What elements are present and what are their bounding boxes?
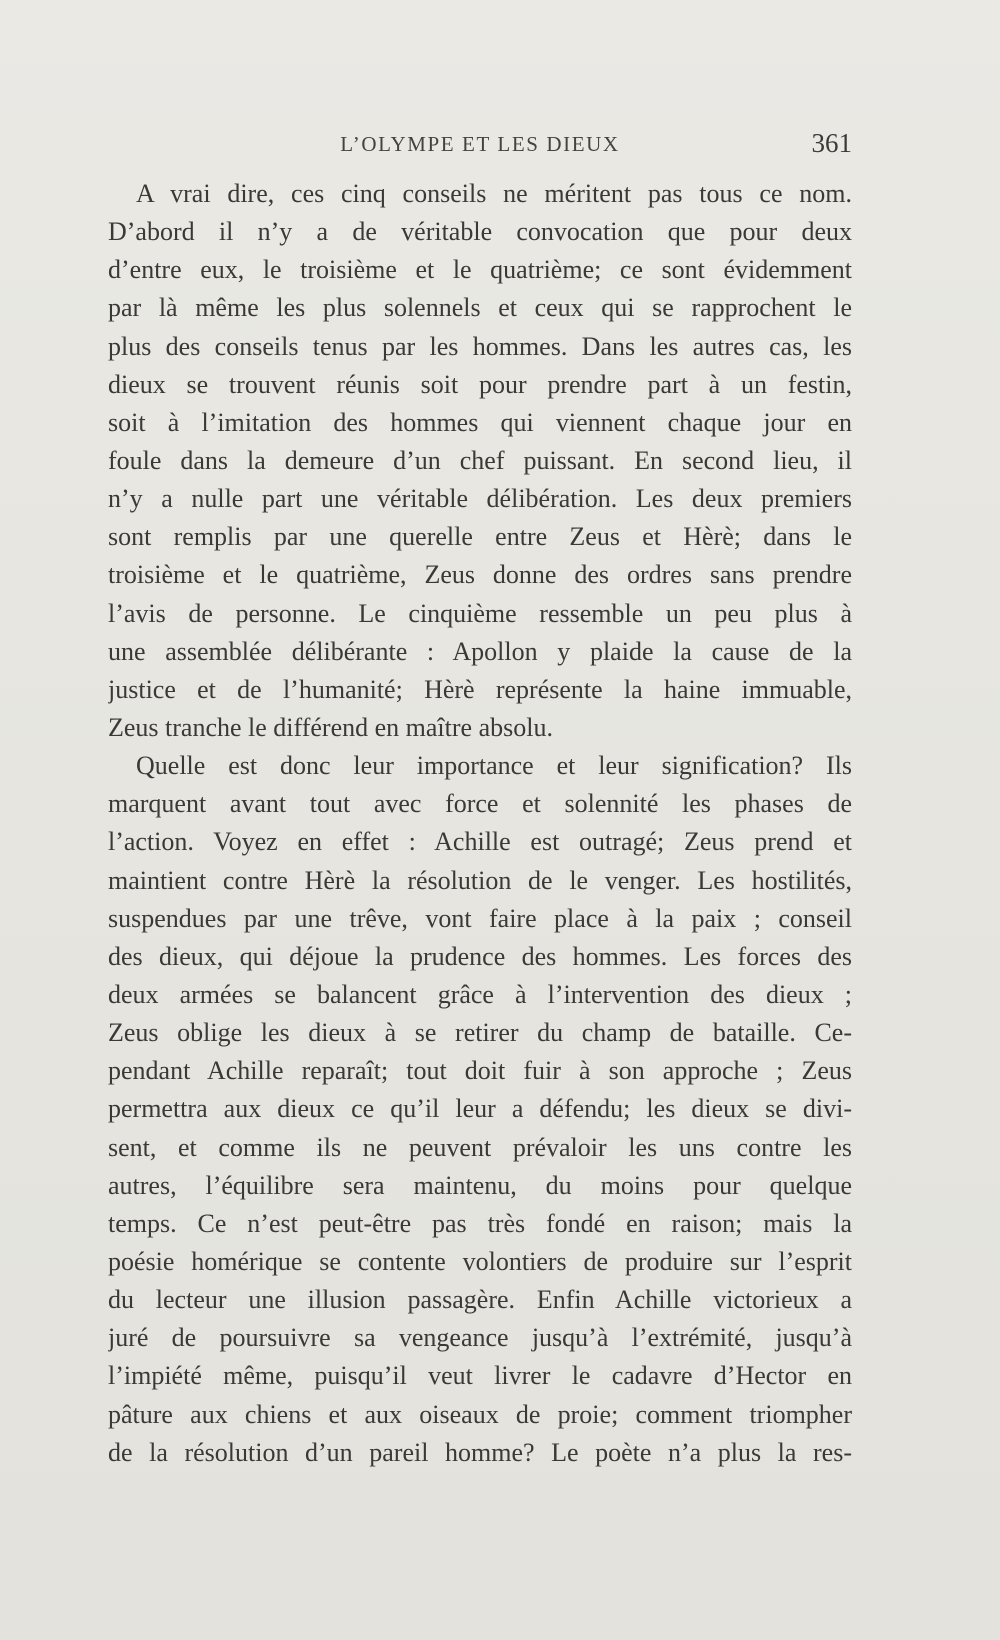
running-title: L’OLYMPE ET LES DIEUX (340, 132, 620, 156)
text-line: sent, et comme ils ne peuvent prévaloir les uns contre les (108, 1132, 852, 1162)
text-line: D’abord il n’y a de véritable convocation que pour deux (108, 217, 852, 247)
text-line: de la résolution d’un pareil homme? Le poète n’a plus la res- (108, 1437, 852, 1467)
body-text (108, 175, 852, 1475)
text-line: par là même les plus solennels et ceux qui se rapprochent le (108, 293, 852, 323)
text-line: d’entre eux, le troisième et le quatrième; ce sont évidemment (108, 255, 852, 285)
text-line: des dieux, qui déjoue la prudence des hommes. Les forces des (108, 941, 852, 971)
text-line: temps. Ce n’est peut-être pas très fondé en raison; mais la (108, 1208, 852, 1238)
text-line: sont remplis par une querelle entre Zeus et Hèrè; dans le (108, 522, 852, 552)
text-line: l’avis de personne. Le cinquième ressemble un peu plus à (108, 598, 852, 628)
text-line: marquent avant tout avec force et solennité les phases de (108, 789, 852, 819)
text-line: Zeus tranche le différend en maître absolu. (108, 712, 553, 742)
text-line: juré de poursuivre sa vengeance jusqu’à l’extrémité, jusqu’à (108, 1323, 852, 1353)
text-line: dieux se trouvent réunis soit pour prendre part à un festin, (108, 369, 852, 399)
text-line: suspendues par une trêve, vont faire place à la paix ; conseil (108, 903, 852, 933)
running-head (108, 128, 852, 162)
text-line: maintient contre Hèrè la résolution de le venger. Les hostilités, (108, 865, 852, 895)
text-line: justice et de l’humanité; Hèrè représente la haine immuable, (108, 674, 852, 704)
text-line: l’impiété même, puisqu’il veut livrer le cadavre d’Hector en (108, 1361, 852, 1391)
text-line: Quelle est donc leur importance et leur signification? Ils (136, 751, 852, 781)
text-line: deux armées se balancent grâce à l’intervention des dieux ; (108, 979, 852, 1009)
text-line: troisième et le quatrième, Zeus donne des ordres sans prendre (108, 560, 852, 590)
text-line: poésie homérique se contente volontiers de produire sur l’esprit (108, 1246, 852, 1276)
text-line: du lecteur une illusion passagère. Enfin Achille victorieux a (108, 1285, 852, 1315)
text-line: une assemblée délibérante : Apollon y plaide la cause de la (108, 636, 852, 666)
text-line: Zeus oblige les dieux à se retirer du champ de bataille. Ce- (108, 1018, 852, 1048)
text-line: permettra aux dieux ce qu’il leur a défendu; les dieux se divi- (108, 1094, 852, 1124)
text-line: foule dans la demeure d’un chef puissant. En second lieu, il (108, 445, 852, 475)
page-number: 361 (811, 128, 852, 158)
text-line: pendant Achille reparaît; tout doit fuir à son approche ; Zeus (108, 1056, 852, 1086)
text-line: l’action. Voyez en effet : Achille est outragé; Zeus prend et (108, 827, 852, 857)
text-line: autres, l’équilibre sera maintenu, du moins pour quelque (108, 1170, 852, 1200)
text-line: pâture aux chiens et aux oiseaux de proie; comment triompher (108, 1399, 852, 1429)
text-line: n’y a nulle part une véritable délibération. Les deux premiers (108, 484, 852, 514)
text-line: soit à l’imitation des hommes qui viennent chaque jour en (108, 407, 852, 437)
text-line: plus des conseils tenus par les hommes. Dans les autres cas, les (108, 331, 852, 361)
text-line: A vrai dire, ces cinq conseils ne méritent pas tous ce nom. (136, 179, 852, 208)
